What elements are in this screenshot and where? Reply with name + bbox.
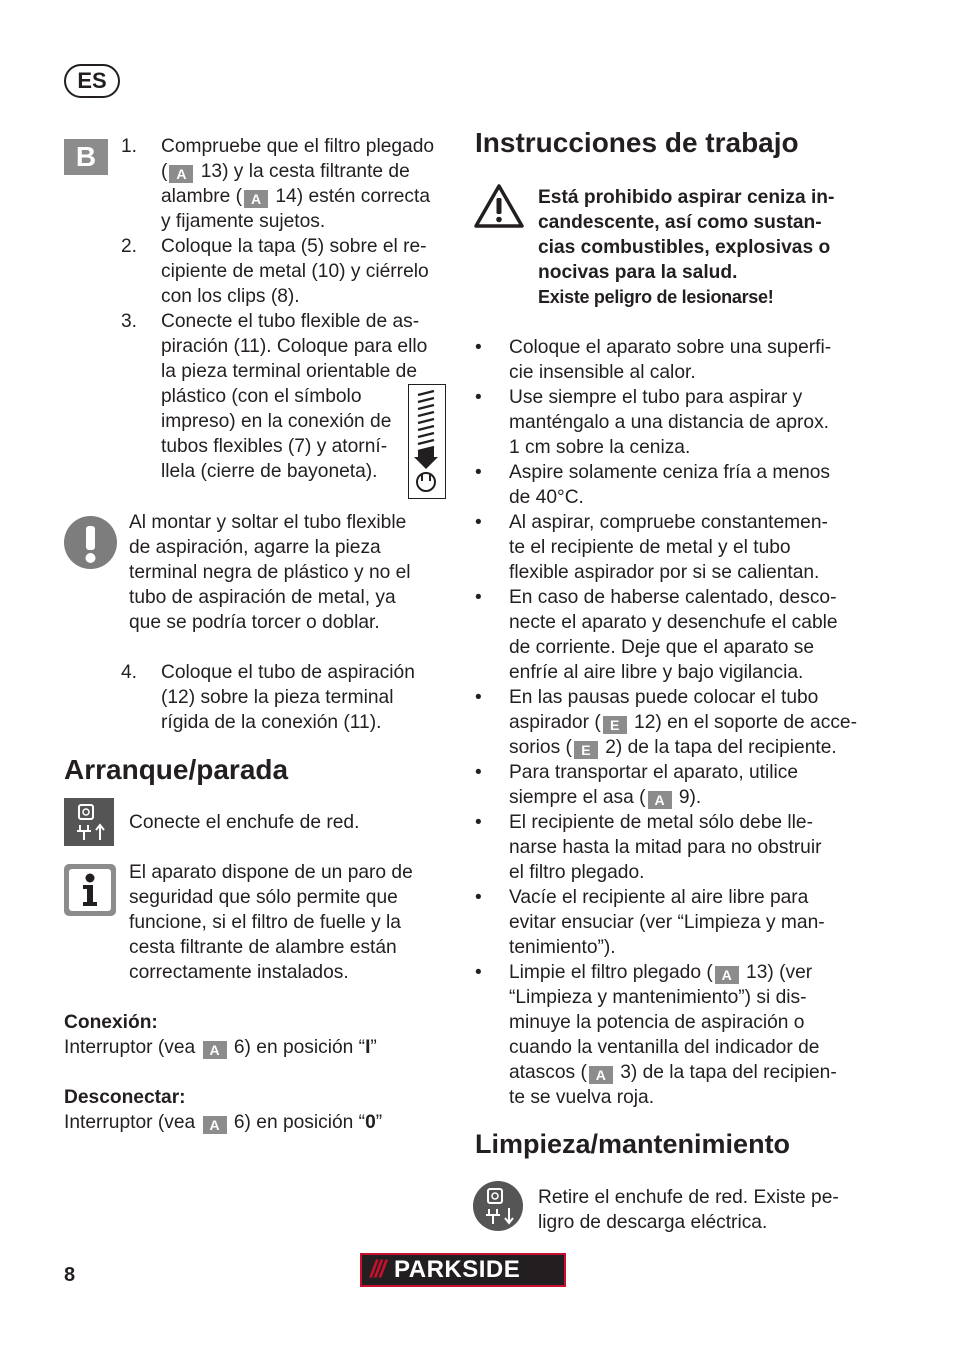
bullet-text-line: Al aspirar, compruebe constantemen- (509, 512, 828, 533)
bullet-text-line: te el recipiente de metal y el tubo (509, 537, 791, 558)
step-text-line: (12) sobre la pieza terminal (161, 687, 394, 708)
unplug-text-line: ligro de descarga eléctrica. (538, 1212, 768, 1233)
ref-badge: A (589, 1066, 613, 1084)
caution-note-line: de aspiración, agarre la pieza (129, 537, 381, 558)
step-text-line: cipiente de metal (10) y ciérrelo (161, 261, 429, 282)
bullet-text-line: necte el aparato y desenchufe el cable (509, 612, 838, 633)
maintenance-heading: Limpieza/mantenimiento (475, 1129, 791, 1159)
bullet-text-line: Para transportar el aparato, utilice (509, 762, 799, 783)
work-instructions-heading: Instrucciones de trabajo (475, 127, 799, 158)
section-badge: B (64, 139, 108, 175)
bullet-text-line: cuando la ventanilla del indicador de (509, 1037, 820, 1058)
bullet-marker: • (475, 687, 482, 708)
step-text-line: y fijamente sujetos. (161, 211, 326, 232)
step-text-line: rígida de la conexión (11). (161, 712, 382, 733)
plug-in-text: Conecte el enchufe de red. (129, 812, 360, 833)
caution-note-line: Al montar y soltar el tubo flexible (129, 512, 407, 533)
plug-in-icon (64, 798, 114, 846)
bullet-text-line: Limpie el filtro plegado ( A 13) (ver (509, 962, 813, 983)
bullet-text-line: El recipiente de metal sólo debe lle- (509, 812, 813, 833)
step-text-line: alambre ( A 14) estén correcta (161, 186, 431, 207)
bullet-text-line: atascos ( A 3) de la tapa del recipien- (509, 1062, 837, 1083)
caution-note-line: tubo de aspiración de metal, ya (129, 587, 396, 608)
bullet-text-line: siempre el asa ( A 9). (509, 787, 702, 808)
info-note-line: El aparato dispone de un paro de (129, 862, 413, 883)
info-note-line: seguridad que sólo permite que (129, 887, 398, 908)
parkside-logo (360, 1253, 566, 1287)
warning-line: cias combustibles, explosivas o (538, 237, 831, 258)
step-number: 2. (121, 236, 138, 257)
step-text-line: plástico (con el símbolo (161, 386, 362, 407)
ref-badge: A (715, 966, 739, 984)
step-text-line: Compruebe que el filtro plegado (161, 136, 435, 157)
disconnect-label: Desconectar: (64, 1087, 186, 1108)
step-text-line: Conecte el tubo flexible de as- (161, 311, 420, 332)
unplug-text-line: Retire el enchufe de red. Existe pe- (538, 1187, 839, 1208)
switch-position: I (365, 1037, 371, 1058)
bullet-text-line: Coloque el aparato sobre una superfi- (509, 337, 832, 358)
step-number: 4. (121, 662, 138, 683)
step-text-line: con los clips (8). (161, 286, 300, 307)
bullet-text-line: En las pausas puede colocar el tubo (509, 687, 819, 708)
bullet-text-line: minuye la potencia de aspiración o (509, 1012, 805, 1033)
bullet-text-line: Use siempre el tubo para aspirar y (509, 387, 803, 408)
step-text-line: Coloque el tubo de aspiración (161, 662, 415, 683)
bullet-marker: • (475, 587, 482, 608)
step-text-line: llela (cierre de bayoneta). (161, 461, 378, 482)
bullet-text-line: aspirador ( E 12) en el soporte de acce- (509, 712, 857, 733)
bullet-text-line: Aspire solamente ceniza fría a menos (509, 462, 831, 483)
info-note-line: correctamente instalados. (129, 962, 349, 983)
bullet-text-line: de corriente. Deje que el aparato se (509, 637, 815, 658)
connection-label: Conexión: (64, 1012, 158, 1033)
caution-note-line: terminal negra de plástico y no el (129, 562, 411, 583)
bullet-marker: • (475, 512, 482, 533)
language-code: ES (77, 68, 107, 93)
bullet-text-line: narse hasta la mitad para no obstruir (509, 837, 822, 858)
step-text-line: piración (11). Coloque para ello (161, 336, 428, 357)
step-text-line: impreso) en la conexión de (161, 411, 392, 432)
bullet-text-line: el filtro plegado. (509, 862, 645, 883)
ref-badge: E (574, 741, 598, 759)
ref-badge: A (648, 791, 672, 809)
caution-note-line: que se podría torcer o doblar. (129, 612, 380, 633)
step-text-line: Coloque la tapa (5) sobre el re- (161, 236, 427, 257)
bullet-text-line: “Limpieza y mantenimiento”) si dis- (509, 987, 807, 1008)
unplug-icon (473, 1181, 523, 1231)
info-note-line: funcione, si el filtro de fuelle y la (129, 912, 401, 933)
bullet-text-line: flexible aspirador por si se calientan. (509, 562, 820, 583)
ref-badge: A (169, 165, 193, 183)
hose-bayonet-icon (408, 384, 446, 499)
connection-text: Interruptor (vea A 6) en posición “I” (64, 1037, 377, 1058)
info-note-line: cesta filtrante de alambre están (129, 937, 397, 958)
logo-slashes: /// (370, 1256, 385, 1283)
switch-position: 0 (365, 1112, 376, 1133)
warning-triangle-icon (473, 183, 525, 229)
bullet-marker: • (475, 337, 482, 358)
page-number: 8 (64, 1264, 76, 1286)
bullet-marker: • (475, 762, 482, 783)
step-number: 1. (121, 136, 138, 157)
ref-badge: A (244, 190, 268, 208)
warning-injury-line: Existe peligro de lesionarse! (538, 287, 774, 307)
bullet-text-line: cie insensible al calor. (509, 362, 696, 383)
ref-badge: E (603, 716, 627, 734)
bullet-marker: • (475, 462, 482, 483)
warning-line: nocivas para la salud. (538, 262, 738, 283)
warning-line: candescente, así como sustan- (538, 212, 822, 233)
bullet-marker: • (475, 812, 482, 833)
warning-line: Está prohibido aspirar ceniza in- (538, 187, 835, 208)
step-text-line: la pieza terminal orientable de (161, 361, 417, 382)
step-number: 3. (121, 311, 138, 332)
bullet-text-line: manténgalo a una distancia de aprox. (509, 412, 830, 433)
bullet-marker: • (475, 387, 482, 408)
start-stop-heading: Arranque/parada (64, 754, 289, 785)
bullet-text-line: sorios ( E 2) de la tapa del recipiente. (509, 737, 837, 758)
logo-brand: PARKSIDE (394, 1256, 521, 1283)
ref-badge: A (203, 1116, 227, 1134)
ref-badge: A (203, 1041, 227, 1059)
bullet-text-line: 1 cm sobre la ceniza. (509, 437, 691, 458)
step-text-line: tubos flexibles (7) y atorní- (161, 436, 388, 457)
bullet-text-line: evitar ensuciar (ver “Limpieza y man- (509, 912, 825, 933)
bullet-text-line: te se vuelva roja. (509, 1087, 655, 1108)
caution-exclamation-icon (64, 516, 117, 569)
language-badge (64, 64, 120, 98)
bullet-text-line: Vacíe el recipiente al aire libre para (509, 887, 809, 908)
bullet-text-line: tenimiento”). (509, 937, 616, 958)
info-icon (64, 864, 116, 916)
step-text-line: ( A 13) y la cesta filtrante de (161, 161, 410, 182)
bullet-text-line: En caso de haberse calentado, desco- (509, 587, 837, 608)
bullet-marker: • (475, 887, 482, 908)
bullet-text-line: de 40°C. (509, 487, 584, 508)
bullet-text-line: enfríe al aire libre y bajo vigilancia. (509, 662, 804, 683)
disconnect-text: Interruptor (vea A 6) en posición “0” (64, 1112, 383, 1133)
bullet-marker: • (475, 962, 482, 983)
